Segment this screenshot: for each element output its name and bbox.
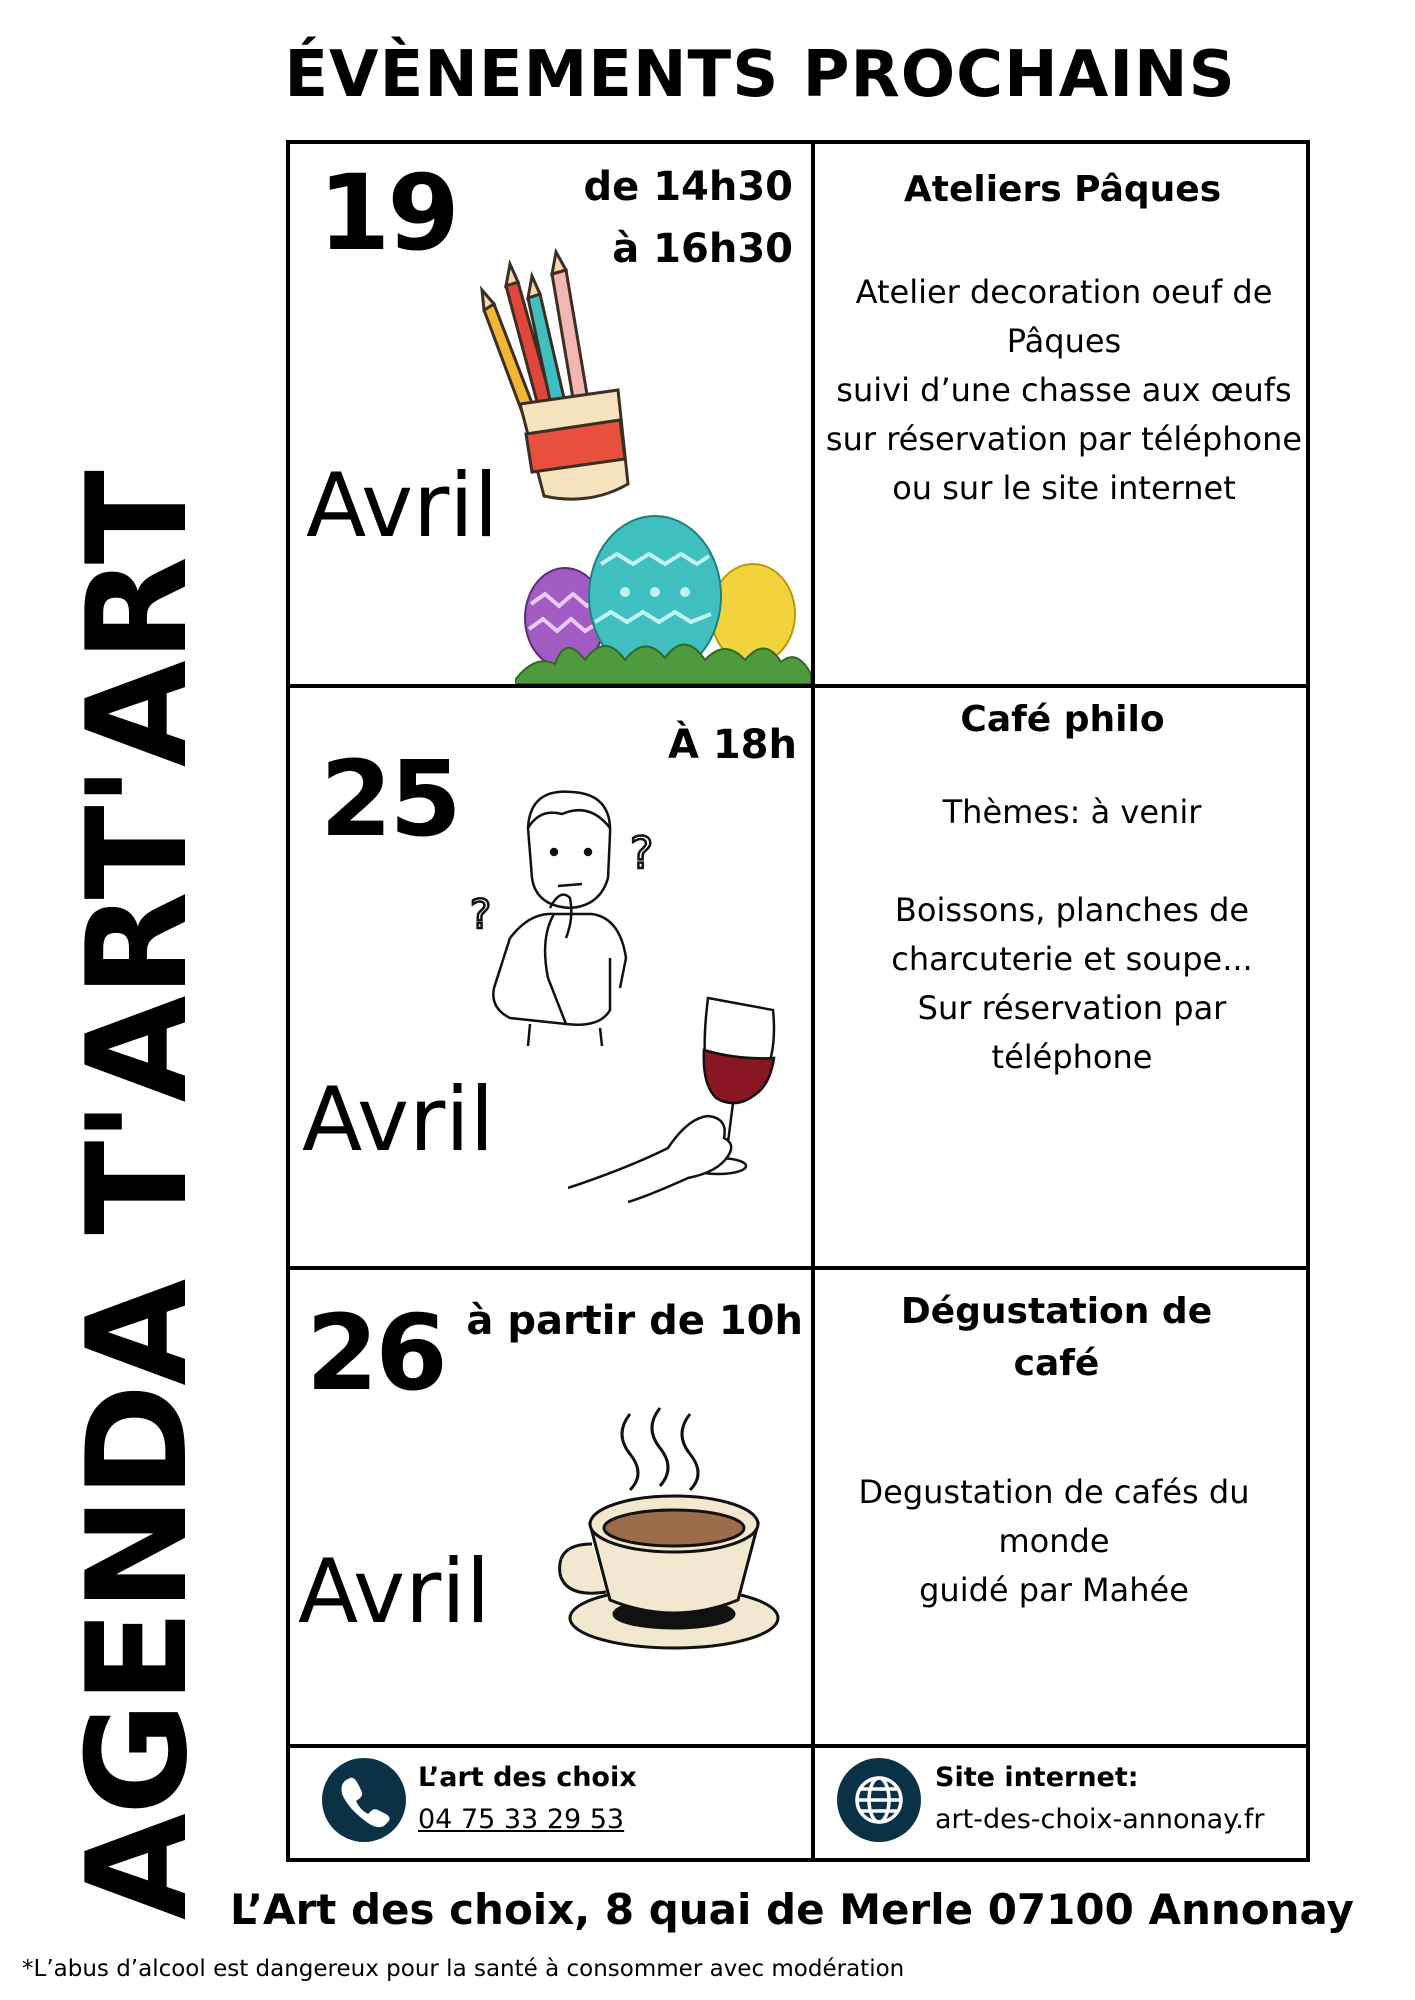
side-title: AGENDA T'ART'ART bbox=[57, 472, 218, 1920]
event-1-day: 19 bbox=[318, 152, 457, 274]
disclaimer: *L’abus d’alcool est dangereux pour la santé à consommer avec modération bbox=[22, 1956, 905, 1982]
event-3-info-cell bbox=[815, 1270, 1310, 1744]
agenda-grid bbox=[286, 140, 1310, 1862]
event-3-title: Dégustation de café bbox=[900, 1291, 1213, 1384]
easter-eggs-icon bbox=[515, 514, 811, 684]
event-1-description: Atelier decoration oeuf de Pâques suivi d’une chasse aux œufs sur réservation par téléphone ou sur le site internet bbox=[825, 273, 1303, 507]
event-1-title: Ateliers Pâques bbox=[903, 169, 1222, 210]
wine-glass-icon bbox=[568, 988, 811, 1208]
website-label: Site internet: bbox=[935, 1762, 1139, 1793]
event-1-time-line-2: à 16h30 bbox=[612, 226, 793, 272]
event-1-month: Avril bbox=[306, 454, 499, 557]
page-title: ÉVÈNEMENTS PROCHAINS bbox=[284, 38, 1236, 112]
event-2-month: Avril bbox=[302, 1068, 495, 1171]
globe-icon bbox=[837, 1758, 921, 1842]
website-contact-cell bbox=[815, 1748, 1310, 1862]
event-2-time bbox=[668, 714, 797, 776]
event-2-info-cell bbox=[815, 688, 1310, 1266]
event-2-day: 25 bbox=[320, 738, 459, 860]
event-1-info-cell bbox=[815, 144, 1310, 684]
event-3-month: Avril bbox=[298, 1540, 491, 1643]
phone-number-link[interactable]: 04 75 33 29 53 bbox=[418, 1804, 625, 1835]
event-3-time-line-1: à partir de 10h bbox=[466, 1298, 803, 1344]
coffee-cup-icon bbox=[550, 1404, 790, 1654]
event-3-date-cell bbox=[290, 1270, 811, 1744]
event-2-date-cell bbox=[290, 688, 811, 1266]
event-3-time bbox=[466, 1290, 803, 1352]
event-1-date-cell bbox=[290, 144, 811, 684]
event-3-day: 26 bbox=[306, 1292, 445, 1414]
pencil-cup-icon bbox=[480, 244, 640, 504]
website-link[interactable]: art-des-choix-annonay.fr bbox=[935, 1804, 1265, 1835]
event-1-time-line-1: de 14h30 bbox=[583, 164, 793, 210]
address: L’Art des choix, 8 quai de Merle 07100 Annonay bbox=[230, 1885, 1354, 1934]
phone-contact-cell bbox=[290, 1748, 811, 1862]
event-3-description: Degustation de cafés du monde guidé par Mahée bbox=[858, 1473, 1250, 1609]
phone-label: L’art des choix bbox=[418, 1762, 637, 1793]
event-2-description: Thèmes: à venir Boissons, planches de charcuterie et soupe... Sur réservation par téléphone bbox=[891, 793, 1253, 1076]
svg-text:?: ? bbox=[630, 828, 654, 879]
phone-icon bbox=[322, 1758, 406, 1842]
event-2-title: Café philo bbox=[960, 699, 1165, 740]
event-2-time-line-1: À 18h bbox=[667, 722, 797, 768]
svg-text:?: ? bbox=[470, 892, 492, 938]
